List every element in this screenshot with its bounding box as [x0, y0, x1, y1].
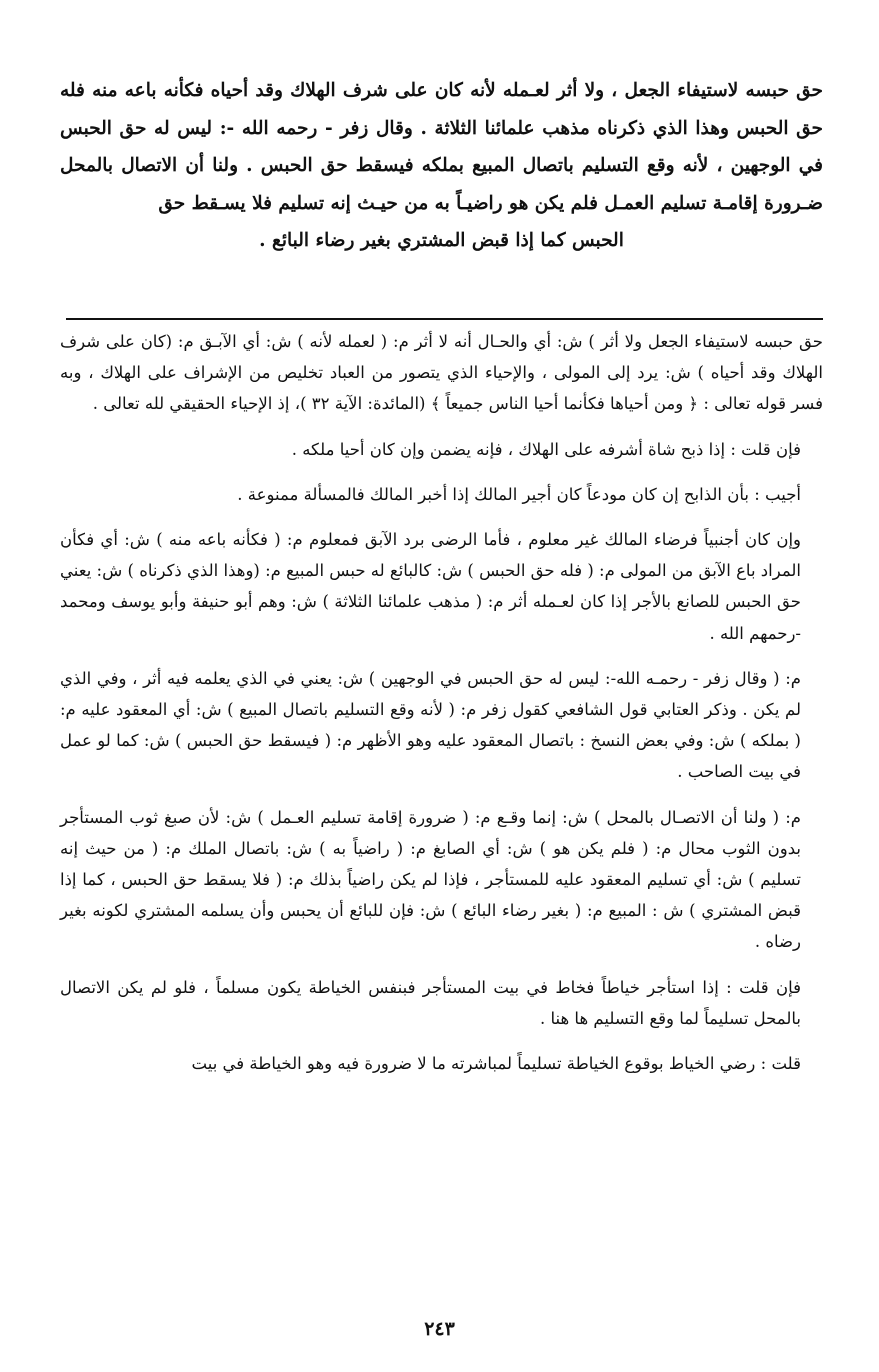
- main-text-last-line: الحبس كما إذا قبض المشتري بغير رضاء البائع .: [259, 230, 624, 251]
- commentary-paragraph-8: قلت : رضي الخياط بوقوع الخياطة تسليماً لمباشرته ما لا ضرورة فيه وهو الخياطة في بيت: [191, 1054, 801, 1074]
- commentary-paragraph-5: م: ( وقال زفر - رحمـه الله-: ليس له حق الحبس في الوجهين ) ش: يعني في الذي يعلمه فيه أثر ، وفي الذي لم يكن . وذكر العتابي قول الشافعي كقول زفر م: ( لأنه وقع التسليم باتصال المبيع ) ش: أي المعقود عليه م: ( بملكه ) ش: وفي بعض النسخ : باتصال المعقود عليه وهو الأظهر م: ( فيسقط حق الحبس ) ش: كما لو عمل في بيت الصاحب .: [60, 668, 801, 782]
- commentary-paragraph-3: أجيب : بأن الذابح إن كان مودعاً كان أجير المالك إذا أخبر المالك فالمسألة ممنوعة .: [237, 484, 801, 504]
- commentary-paragraph-7: فإن قلت : إذا استأجر خياطاً فخاط في بيت المستأجر فبنفس الخياطة يكون مسلماً ، فلو لم يكن الاتصال بالمحل تسليماً لما وقع التسليم ها هنا .: [60, 977, 801, 1028]
- commentary-block: [60, 326, 823, 1093]
- commentary-paragraph-2: فإن قلت : إذا ذبح شاة أشرفه على الهلاك ، فإنه يضمن وإن كان أحيا ملكه .: [291, 439, 801, 459]
- commentary-paragraph-1: حق حبسه لاستيفاء الجعل ولا أثر ) ش: أي والحـال أنه لا أثر م: ( لعمله لأنه ) ش: أي الآبـق م: (كان على شرف الهلاك وقد أحياه ) ش: يرد إلى المولى ، والإحياء الذي يتصور من العباد تخليص من الإشراف على الهلاك ، وبه فسر قوله تعالى : ﴿ ومن أحياها فكأنما أحيا الناس جميعاً ﴾ (المائدة: الآية ٣٢ )، إذ الإحياء الحقيقي لله تعالى .: [60, 332, 823, 414]
- commentary-paragraph-4: وإن كان أجنبياً فرضاء المالك غير معلوم ، فأما الرضى برد الآبق فمعلوم م: ( فكأنه باعه منه ) ش: أي فكأن المراد باع الآبق من المولى م: ( فله حق الحبس ) ش: كالبائع له حبس المبيع م: (وهذا الذي ذكرناه ) ش: يعني حق الحبس للصانع بالأجر إذا كان لعـمله أثر م: ( مذهب علمائنا الثلاثة ) ش: وهم أبو حنيفة وأبو يوسف ومحمد -رحمهم الله .: [60, 530, 802, 643]
- main-text-block: [60, 72, 823, 260]
- page-number: ٢٤٣: [424, 1318, 455, 1340]
- commentary-paragraph-6: م: ( ولنا أن الاتصـال بالمحل ) ش: إنما وقـع م: ( ضرورة إقامة تسليم العـمل ) ش: لأن صبغ ثوب المستأجر بدون الثوب محال م: ( فلم يكن هو ) ش: أي الصابغ م: ( راضياً به ) ش: باتصال الملك م: ( من حيث إنه تسليم ) ش: أي تسليم المعقود عليه للمستأجر ، فإذا لم يكن راضياً بذلك م: ( فلا يسقط حق الحبس ، كما إذا قبض المشتري ) ش : المبيع م: ( بغير رضاء البائع ) ش: فإن للبائع أن يحبس وأن يسلمه المشتري لكونه بغير رضاه .: [60, 807, 801, 952]
- separator-rule: [66, 318, 823, 320]
- main-text-body: حق حبسه لاستيفاء الجعل ، ولا أثر لعـمله لأنه كان على شرف الهلاك وقد أحياه فكأنه باعه منه فله حق الحبس وهذا الذي ذكرناه مذهب علمائنا الثلاثة . وقال زفر - رحمه الله -: ليس له حق الحبس في الوجهين ، لأنه وقع التسليم باتصال المبيع بملكه فيسقط حق الحبس . ولنا أن الاتصال بالمحل ضـرورة إقامـة تسليم العمـل فلم يكن هو راضيـاً به من حيـث إنه تسليم فلا يسـقط حق: [60, 80, 823, 214]
